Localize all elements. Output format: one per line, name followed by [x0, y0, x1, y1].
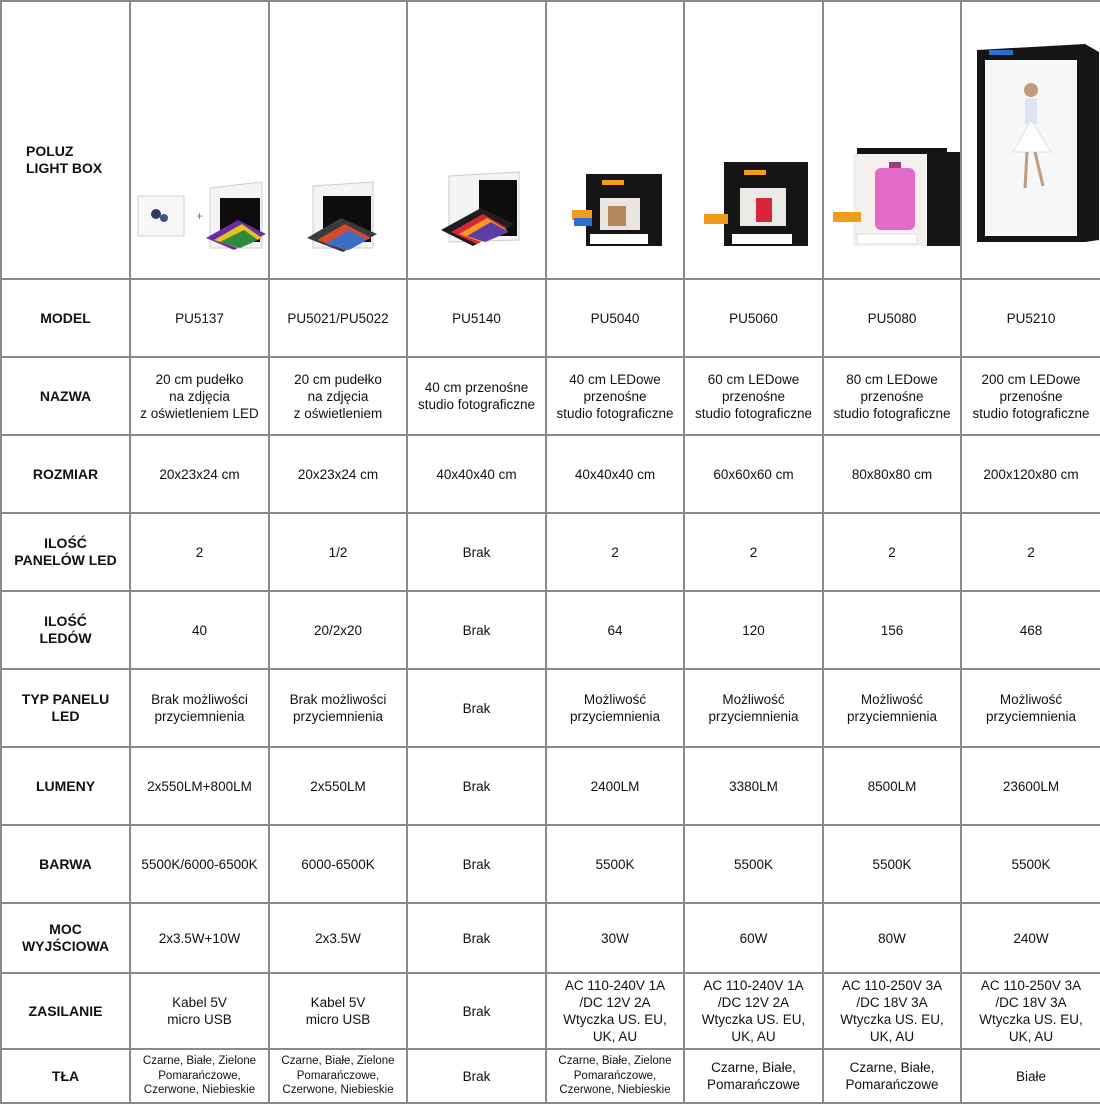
row-label-nazwa: NAZWA	[1, 357, 130, 435]
row-nazwa	[1, 357, 1100, 435]
cell-moc-7: 240W	[961, 903, 1100, 973]
cell-model-4: PU5040	[546, 279, 684, 357]
row-label-panele-led: ILOŚĆ PANELÓW LED	[1, 513, 130, 591]
cell-panele-7: 2	[961, 513, 1100, 591]
cell-panele-3: Brak	[407, 513, 546, 591]
cell-model-3: PU5140	[407, 279, 546, 357]
cell-nazwa-7: 200 cm LEDowe przenośne studio fotograficzne	[961, 357, 1100, 435]
product-image-pu5140	[407, 1, 546, 279]
cell-barwa-2: 6000-6500K	[269, 825, 407, 903]
portable-studio-icon	[411, 2, 546, 278]
cell-typ-7: Możliwość przyciemnienia	[961, 669, 1100, 747]
row-panele-led	[1, 513, 1100, 591]
row-label-typ-panelu: TYP PANELU LED	[1, 669, 130, 747]
cell-barwa-1: 5500K/6000-6500K	[130, 825, 269, 903]
product-image-pu5060	[684, 1, 823, 279]
cell-zasilanie-1: Kabel 5V micro USB	[130, 973, 269, 1049]
light-box-kit-icon	[134, 2, 269, 278]
row-label-zasilanie: ZASILANIE	[1, 973, 130, 1049]
led-studio-200-icon	[965, 2, 1100, 278]
cell-panele-1: 2	[130, 513, 269, 591]
product-image-pu5080	[823, 1, 961, 279]
cell-moc-3: Brak	[407, 903, 546, 973]
cell-typ-6: Możliwość przyciemnienia	[823, 669, 961, 747]
cell-moc-2: 2x3.5W	[269, 903, 407, 973]
cell-typ-3: Brak	[407, 669, 546, 747]
product-image-pu5021	[269, 1, 407, 279]
cell-panele-4: 2	[546, 513, 684, 591]
cell-ledy-3: Brak	[407, 591, 546, 669]
image-row	[1, 1, 1100, 279]
row-label-barwa: BARWA	[1, 825, 130, 903]
row-label-model: MODEL	[1, 279, 130, 357]
row-typ-panelu	[1, 669, 1100, 747]
svg-text:+: +	[196, 209, 204, 223]
cell-lumeny-4: 2400LM	[546, 747, 684, 825]
cell-zasilanie-4: AC 110-240V 1A /DC 12V 2A Wtyczka US. EU, UK, AU	[546, 973, 684, 1049]
row-label-ledy: ILOŚĆ LEDÓW	[1, 591, 130, 669]
cell-model-6: PU5080	[823, 279, 961, 357]
cell-rozmiar-6: 80x80x80 cm	[823, 435, 961, 513]
cell-panele-6: 2	[823, 513, 961, 591]
cell-nazwa-5: 60 cm LEDowe przenośne studio fotograficzne	[684, 357, 823, 435]
cell-model-2: PU5021/PU5022	[269, 279, 407, 357]
cell-lumeny-5: 3380LM	[684, 747, 823, 825]
row-label-tla: TŁA	[1, 1049, 130, 1103]
led-studio-60-icon	[688, 2, 823, 278]
product-image-pu5040	[546, 1, 684, 279]
cell-lumeny-6: 8500LM	[823, 747, 961, 825]
cell-zasilanie-5: AC 110-240V 1A /DC 12V 2A Wtyczka US. EU, UK, AU	[684, 973, 823, 1049]
cell-typ-2: Brak możliwości przyciemnienia	[269, 669, 407, 747]
cell-ledy-4: 64	[546, 591, 684, 669]
led-studio-40-icon	[550, 2, 684, 278]
row-label-moc: MOC WYJŚCIOWA	[1, 903, 130, 973]
cell-model-5: PU5060	[684, 279, 823, 357]
cell-zasilanie-6: AC 110-250V 3A /DC 18V 3A Wtyczka US. EU, UK, AU	[823, 973, 961, 1049]
cell-tla-6: Czarne, Białe, Pomarańczowe	[823, 1049, 961, 1103]
cell-nazwa-4: 40 cm LEDowe przenośne studio fotograficzne	[546, 357, 684, 435]
cell-typ-1: Brak możliwości przyciemnienia	[130, 669, 269, 747]
row-lumeny	[1, 747, 1100, 825]
cell-nazwa-2: 20 cm pudełko na zdjęcia z oświetleniem	[269, 357, 407, 435]
cell-barwa-7: 5500K	[961, 825, 1100, 903]
cell-tla-5: Czarne, Białe, Pomarańczowe	[684, 1049, 823, 1103]
cell-barwa-5: 5500K	[684, 825, 823, 903]
product-image-pu5210	[961, 1, 1100, 279]
row-moc	[1, 903, 1100, 973]
cell-tla-1: Czarne, Białe, Zielone Pomarańczowe, Czerwone, Niebieskie	[130, 1049, 269, 1103]
row-label-lumeny: LUMENY	[1, 747, 130, 825]
cell-rozmiar-2: 20x23x24 cm	[269, 435, 407, 513]
cell-ledy-1: 40	[130, 591, 269, 669]
cell-moc-4: 30W	[546, 903, 684, 973]
led-studio-80-icon	[827, 2, 961, 278]
row-rozmiar	[1, 435, 1100, 513]
cell-ledy-5: 120	[684, 591, 823, 669]
cell-nazwa-3: 40 cm przenośne studio fotograficzne	[407, 357, 546, 435]
cell-nazwa-1: 20 cm pudełko na zdjęcia z oświetleniem LED	[130, 357, 269, 435]
cell-rozmiar-5: 60x60x60 cm	[684, 435, 823, 513]
cell-typ-4: Możliwość przyciemnienia	[546, 669, 684, 747]
cell-nazwa-6: 80 cm LEDowe przenośne studio fotograficzne	[823, 357, 961, 435]
product-image-pu5137	[130, 1, 269, 279]
cell-zasilanie-3: Brak	[407, 973, 546, 1049]
cell-ledy-6: 156	[823, 591, 961, 669]
cell-model-1: PU5137	[130, 279, 269, 357]
cell-typ-5: Możliwość przyciemnienia	[684, 669, 823, 747]
cell-lumeny-1: 2x550LM+800LM	[130, 747, 269, 825]
cell-panele-2: 1/2	[269, 513, 407, 591]
cell-model-7: PU5210	[961, 279, 1100, 357]
cell-rozmiar-3: 40x40x40 cm	[407, 435, 546, 513]
cell-tla-4: Czarne, Białe, Zielone Pomarańczowe, Czerwone, Niebieskie	[546, 1049, 684, 1103]
cell-moc-5: 60W	[684, 903, 823, 973]
row-ledy	[1, 591, 1100, 669]
cell-barwa-4: 5500K	[546, 825, 684, 903]
cell-tla-3: Brak	[407, 1049, 546, 1103]
folding-light-box-icon	[273, 2, 407, 278]
cell-tla-2: Czarne, Białe, Zielone Pomarańczowe, Czerwone, Niebieskie	[269, 1049, 407, 1103]
cell-barwa-3: Brak	[407, 825, 546, 903]
cell-ledy-7: 468	[961, 591, 1100, 669]
cell-zasilanie-7: AC 110-250V 3A /DC 18V 3A Wtyczka US. EU, UK, AU	[961, 973, 1100, 1049]
brand-title	[1, 1, 130, 279]
brand-line-1: POLUZ	[26, 143, 74, 159]
cell-barwa-6: 5500K	[823, 825, 961, 903]
cell-moc-1: 2x3.5W+10W	[130, 903, 269, 973]
cell-rozmiar-7: 200x120x80 cm	[961, 435, 1100, 513]
row-barwa	[1, 825, 1100, 903]
row-label-rozmiar: ROZMIAR	[1, 435, 130, 513]
cell-lumeny-7: 23600LM	[961, 747, 1100, 825]
cell-rozmiar-4: 40x40x40 cm	[546, 435, 684, 513]
cell-ledy-2: 20/2x20	[269, 591, 407, 669]
cell-lumeny-3: Brak	[407, 747, 546, 825]
cell-panele-5: 2	[684, 513, 823, 591]
brand-line-2: LIGHT BOX	[26, 160, 103, 176]
row-tla	[1, 1049, 1100, 1103]
cell-tla-7: Białe	[961, 1049, 1100, 1103]
cell-moc-6: 80W	[823, 903, 961, 973]
cell-rozmiar-1: 20x23x24 cm	[130, 435, 269, 513]
row-model	[1, 279, 1100, 357]
row-zasilanie	[1, 973, 1100, 1049]
cell-zasilanie-2: Kabel 5V micro USB	[269, 973, 407, 1049]
cell-lumeny-2: 2x550LM	[269, 747, 407, 825]
